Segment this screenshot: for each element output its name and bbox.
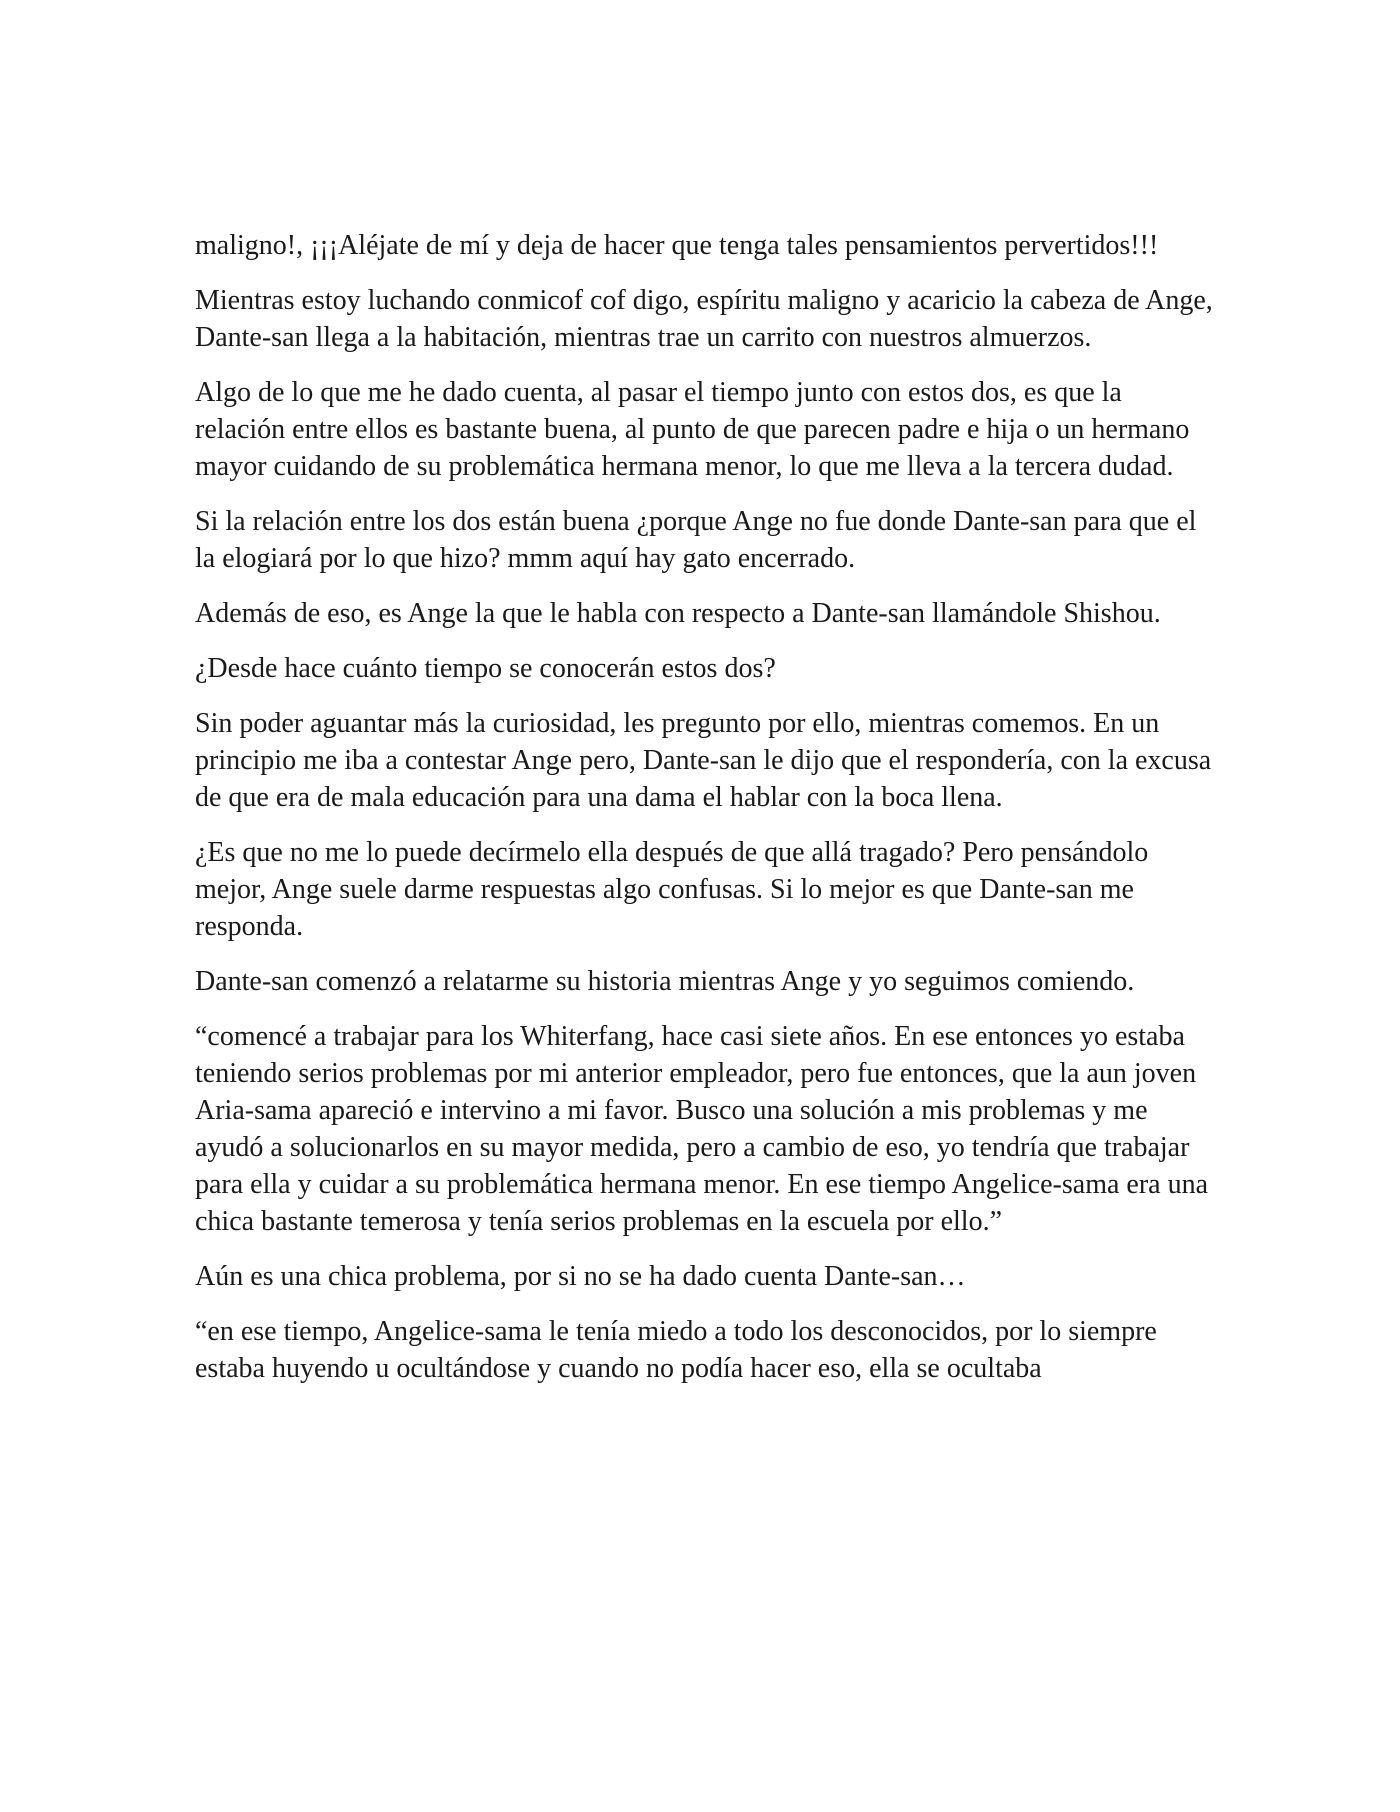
paragraph: maligno!, ¡¡¡Aléjate de mí y deja de hacer que tenga tales pensamientos pervertidos!!!	[195, 230, 1159, 261]
paragraph: Mientras estoy luchando conmicof cof digo, espíritu maligno y acaricio la cabeza de Ange, Dante-san llega a la habitación, mientras trae un carrito con nuestros almuerzos.	[195, 285, 1213, 353]
paragraph: Además de eso, es Ange la que le habla con respecto a Dante-san llamándole Shishou.	[195, 598, 1161, 629]
paragraph: ¿Desde hace cuánto tiempo se conocerán estos dos?	[195, 653, 776, 684]
paragraph: Aún es una chica problema, por si no se ha dado cuenta Dante-san…	[195, 1261, 966, 1292]
paragraph: Sin poder aguantar más la curiosidad, les pregunto por ello, mientras comemos. En un principio me iba a contestar Ange pero, Dante-san le dijo que el respondería, con la excusa de que era de mala educación para una dama el hablar con la boca llena.	[195, 708, 1212, 813]
paragraph: ¿Es que no me lo puede decírmelo ella después de que allá tragado? Pero pensándolo mejor, Ange suele darme respuestas algo confusas. Si lo mejor es que Dante-san me responda.	[195, 837, 1149, 942]
paragraph: Si la relación entre los dos están buena ¿porque Ange no fue donde Dante-san para que el la elogiará por lo que hizo? mmm aquí hay gato encerrado.	[195, 506, 1197, 574]
paragraph: “comencé a trabajar para los Whiterfang, hace casi siete años. En ese entonces yo estaba teniendo serios problemas por mi anterior empleador, pero fue entonces, que la aun joven Aria-sama apareció e intervino a mi favor. Busco una solución a mis problemas y me ayudó a solucionarlos en su mayor medida, pero a cambio de eso, yo tendría que trabajar para ella y cuidar a su problemática hermana menor. En ese tiempo Angelice-sama era una chica bastante temerosa y tenía serios problemas en la escuela por ello.”	[195, 1021, 1209, 1237]
paragraph: “en ese tiempo, Angelice-sama le tenía miedo a todo los desconocidos, por lo siempre estaba huyendo u ocultándose y cuando no podía hacer eso, ella se ocultaba	[195, 1316, 1157, 1384]
paragraph: Algo de lo que me he dado cuenta, al pasar el tiempo junto con estos dos, es que la relación entre ellos es bastante buena, al punto de que parecen padre e hija o un hermano mayor cuidando de su problemática hermana menor, lo que me lleva a la tercera dudad.	[195, 377, 1190, 482]
document-text-body	[195, 227, 1215, 1405]
paragraph: Dante-san comenzó a relatarme su historia mientras Ange y yo seguimos comiendo.	[195, 966, 1135, 997]
